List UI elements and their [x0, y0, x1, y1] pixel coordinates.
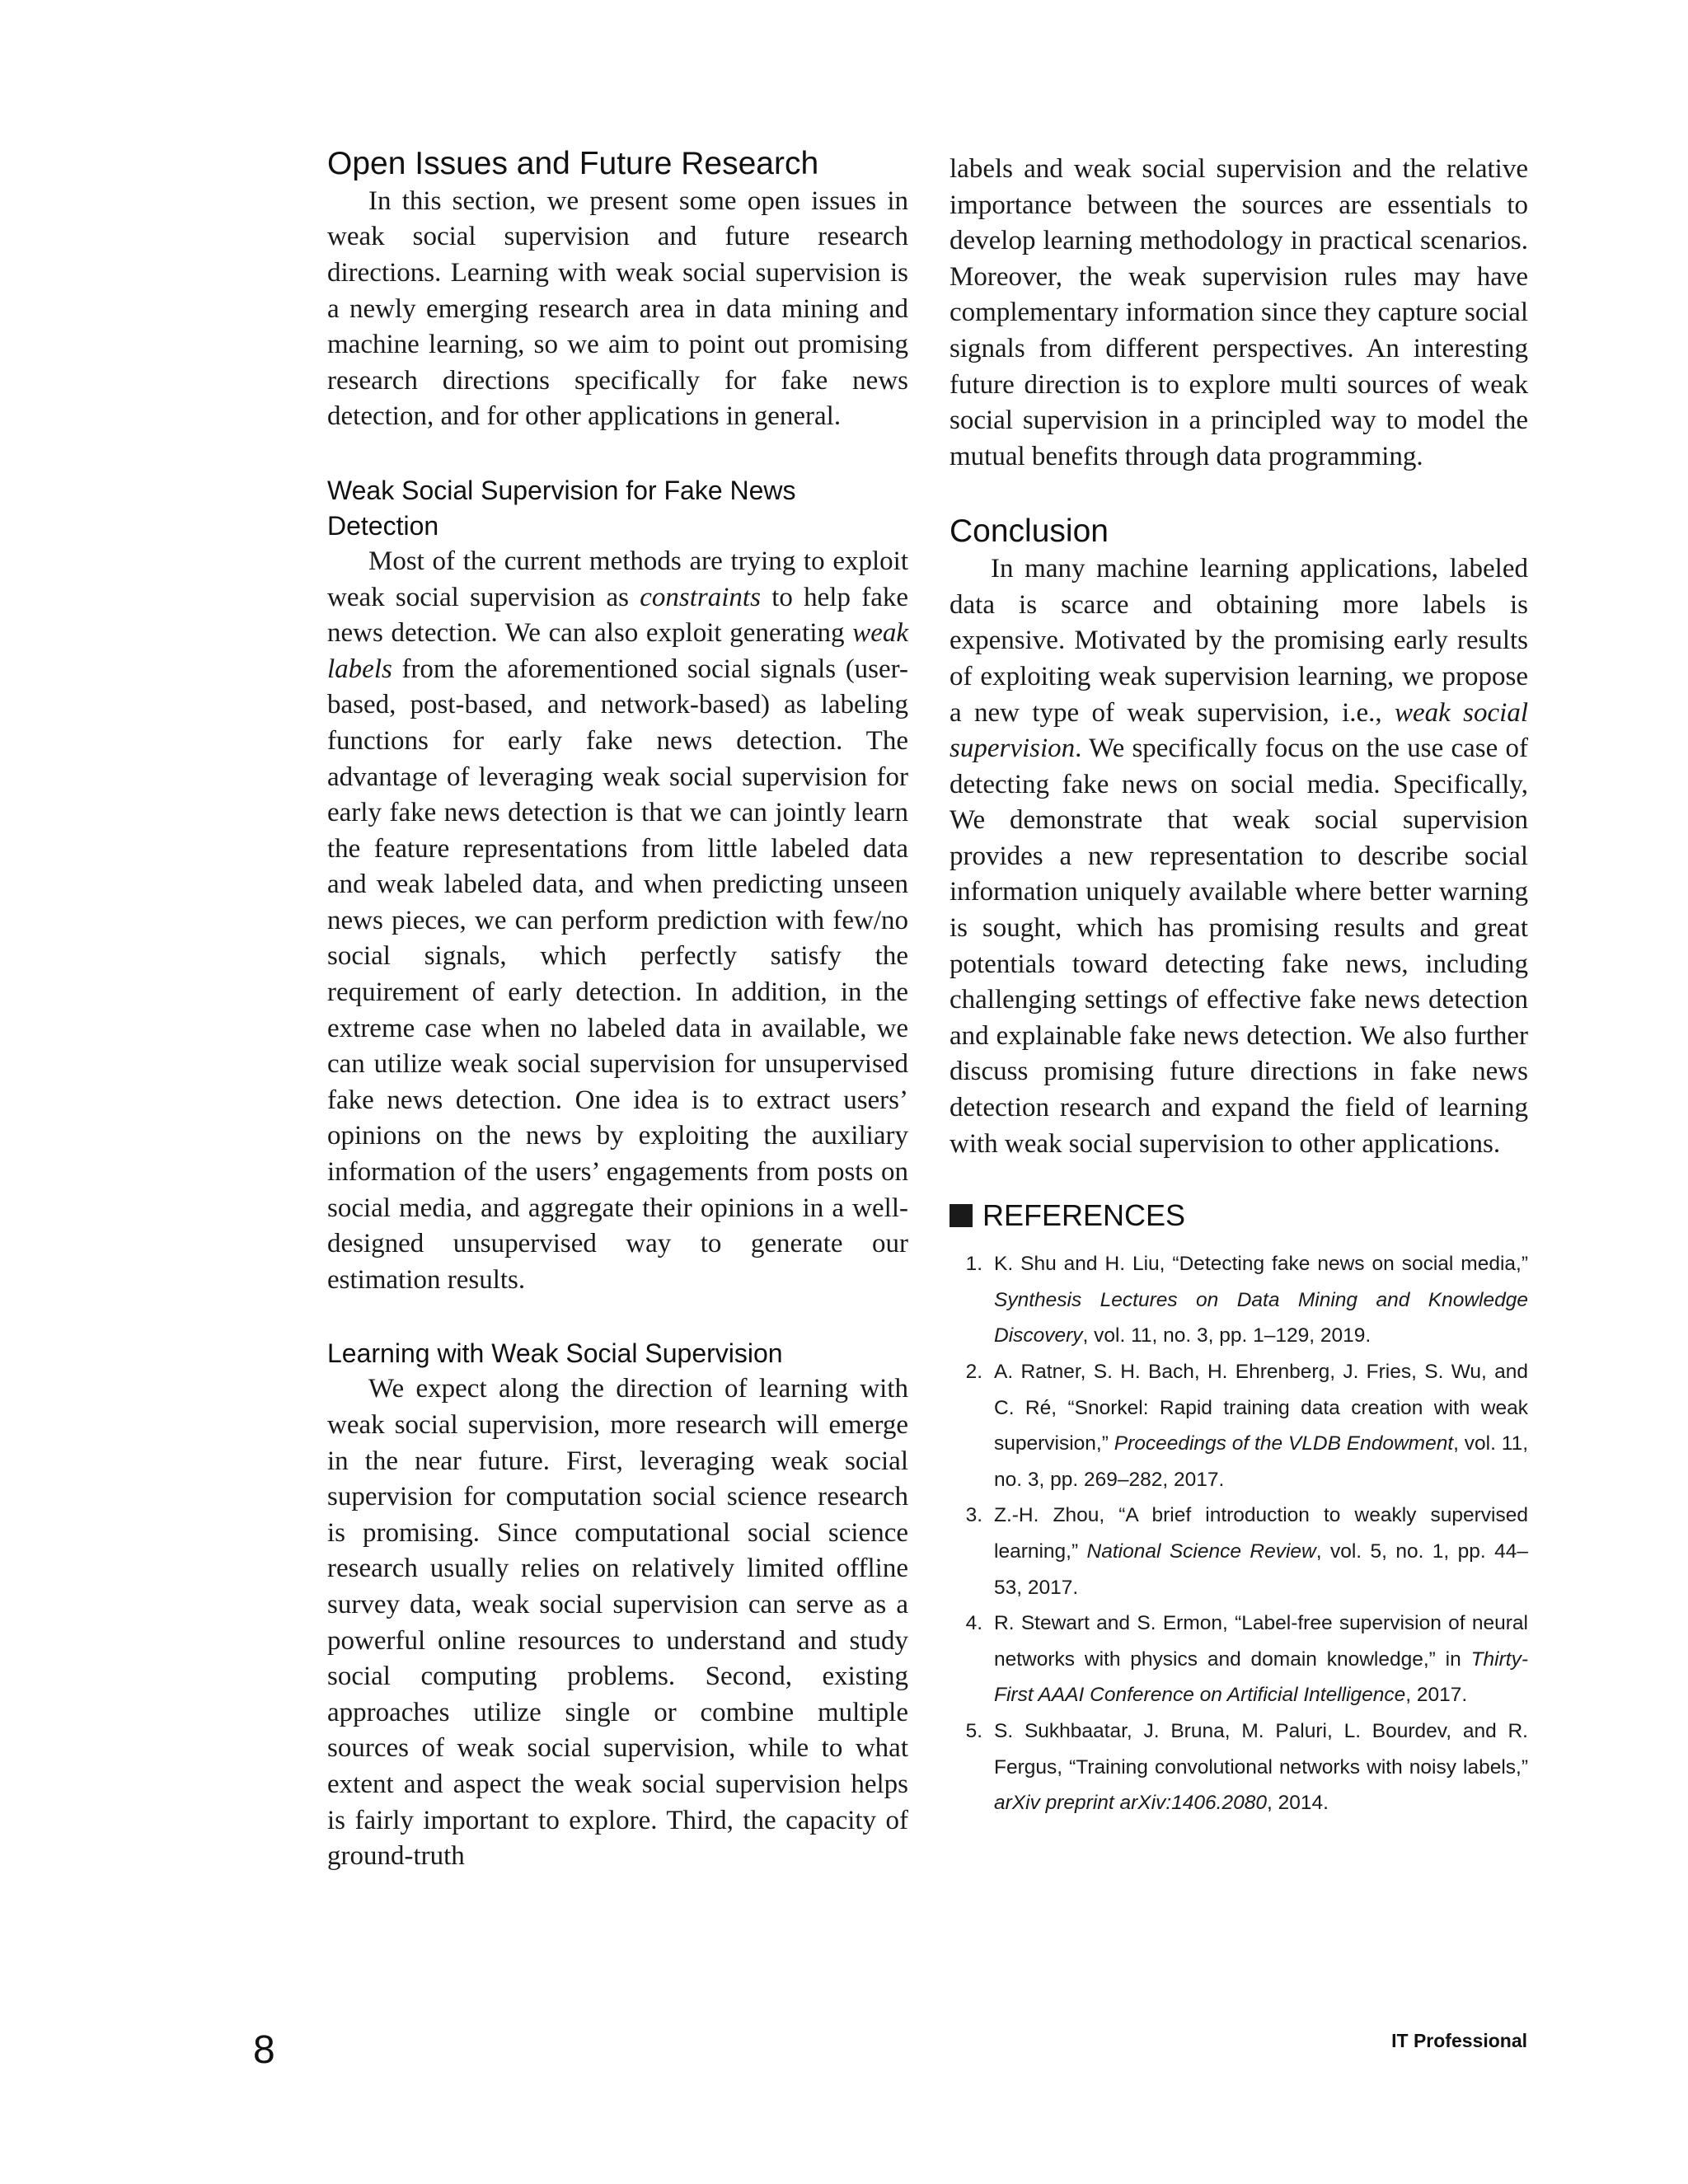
reference-number: 3.: [965, 1504, 982, 1527]
reference-item: [950, 1713, 1528, 1821]
learning-paragraph: We expect along the direction of learning with weak social supervision, more research will emerge in the near future. First, leveraging weak social supervision for computation social science research is promising. Since computational social science research usually relies on relatively limited offline survey data, weak social supervision can serve as a powerful online resources to understand and study social computing problems. Second, existing approaches utilize single or combine multiple sources of weak social supervision, while to what extent and aspect the weak social supervision helps is fairly important to explore. Third, the capacity of ground-truth: [327, 1374, 908, 1872]
reference-number: 2.: [965, 1361, 982, 1384]
reference-venue: Synthesis Lectures on Data Mining and Knowledge Discovery: [994, 1288, 1528, 1347]
reference-authors-title: K. Shu and H. Liu, “Detecting fake news on social media,”: [994, 1253, 1528, 1276]
reference-item: [950, 1246, 1528, 1354]
fake-news-paragraph: [327, 544, 908, 1298]
reference-details: , 2014.: [1266, 1792, 1329, 1815]
reference-venue: Proceedings of the VLDB Endowment: [1114, 1432, 1454, 1455]
reference-details: , vol. 5, no. 1, pp. 44–53, 2017.: [994, 1540, 1528, 1599]
section-marker-icon: [950, 1204, 973, 1227]
reference-item: [950, 1354, 1528, 1497]
reference-authors-title: R. Stewart and S. Ermon, “Label-free supervision of neural networks with physics and domain knowledge,” in: [994, 1612, 1528, 1671]
reference-number: 5.: [965, 1719, 982, 1742]
conclusion-heading: Conclusion: [950, 513, 1109, 550]
conclusion-paragraph: [950, 551, 1528, 1162]
right-column: [950, 145, 1528, 1821]
weak-labels-emphasis: weak labels: [327, 618, 908, 684]
reference-number: 1.: [965, 1253, 982, 1276]
reference-authors-title: S. Sukhbaatar, J. Bruna, M. Paluri, L. Bourdev, and R. Fergus, “Training convolutional networks with noisy labels,”: [994, 1719, 1528, 1779]
open-issues-paragraph: In this section, we present some open issues in weak social supervision and future research directions. Learning with weak social supervision is a newly emerging research area in data mining and machine learning, so we aim to point out promising research directions specifically for fake news detection, and for other applications in general.: [327, 185, 908, 432]
conclusion-text-a: In many machine learning applications, labeled data is scarce and obtaining more labels is expensive. Motivated by the promising early results of exploiting weak supervision learning, we propose a new type of weak supervision, i.e.,: [950, 554, 1528, 728]
reference-venue: National Science Review: [1086, 1540, 1316, 1563]
journal-name: IT Professional: [1391, 2030, 1527, 2051]
references-heading: [950, 1198, 1528, 1233]
reference-authors-title: Z.-H. Zhou, “A brief introduction to weakly supervised learning,”: [994, 1504, 1528, 1563]
reference-item: [950, 1605, 1528, 1713]
open-issues-heading: Open Issues and Future Research: [327, 146, 819, 181]
learning-heading: Learning with Weak Social Supervision: [327, 1338, 783, 1369]
fake-news-text-a: Most of the current methods are trying to exploit weak social supervision as: [327, 546, 908, 612]
conclusion-text-b: . We specifically focus on the use case of detecting fake news on social media. Specifically, We demonstrate that weak social supervision provides a new representation to describe social information uniquely available where better warning is sought, which has promising results and great potentials toward detecting fake news, including challenging settings of effective fake news detection and explainable fake news detection. We also further discuss promising future directions in fake news detection research and expand the field of learning with weak social supervision to other applications.: [950, 733, 1528, 1159]
reference-text: [994, 1497, 1528, 1605]
reference-authors-title: A. Ratner, S. H. Bach, H. Ehrenberg, J. Fries, S. Wu, and C. Ré, “Snorkel: Rapid training data creation with weak supervision,”: [994, 1361, 1528, 1455]
references-title: REFERENCES: [982, 1198, 1186, 1233]
fake-news-text-b: to help fake news detection. We can also exploit generating: [327, 582, 908, 649]
page-number: 8: [253, 2028, 275, 2072]
fake-news-heading: Weak Social Supervision for Fake News Detection: [327, 475, 796, 541]
reference-text: [994, 1605, 1528, 1713]
reference-venue: arXiv preprint arXiv:1406.2080: [994, 1792, 1267, 1815]
reference-details: , vol. 11, no. 3, pp. 269–282, 2017.: [994, 1432, 1529, 1491]
reference-text: [994, 1354, 1528, 1497]
continuation-paragraph: labels and weak social supervision and the relative importance between the sources are essentials to develop learning methodology in practical scenarios. Moreover, the weak supervision rules may have complementary information since they capture social signals from different perspectives. An interesting future direction is to explore multi sources of weak social supervision in a principled way to model the mutual benefits through data programming.: [950, 154, 1528, 471]
reference-details: , vol. 11, no. 3, pp. 1–129, 2019.: [1082, 1324, 1372, 1347]
constraints-emphasis: constraints: [640, 582, 761, 612]
weak-social-supervision-emphasis: weak social supervision: [950, 697, 1528, 764]
reference-details: , 2017.: [1405, 1684, 1468, 1707]
fake-news-text-c: from the aforementioned social signals (user-based, post-based, and network-based) as labeling functions for early fake news detection. The advantage of leveraging weak social supervision for early fake news detection is that we can jointly learn the feature representations from little labeled data and weak labeled data, and when predicting unseen news pieces, we can perform prediction with few/no social signals, which perfectly satisfy the requirement of early detection. In addition, in the extreme case when no labeled data in available, we can utilize weak social supervision for unsupervised fake news detection. One idea is to extract users’ opinions on the news by exploiting the auxiliary information of the users’ engagements from posts on social media, and aggregate their opinions in a well-designed unsupervised way to generate our estimation results.: [327, 654, 908, 1295]
left-column: [327, 145, 908, 1875]
reference-list: [950, 1246, 1528, 1821]
reference-item: [950, 1497, 1528, 1605]
reference-venue: Thirty-First AAAI Conference on Artificial Intelligence: [994, 1647, 1528, 1707]
reference-number: 4.: [965, 1612, 982, 1635]
reference-text: [994, 1246, 1528, 1354]
reference-text: [994, 1713, 1528, 1821]
